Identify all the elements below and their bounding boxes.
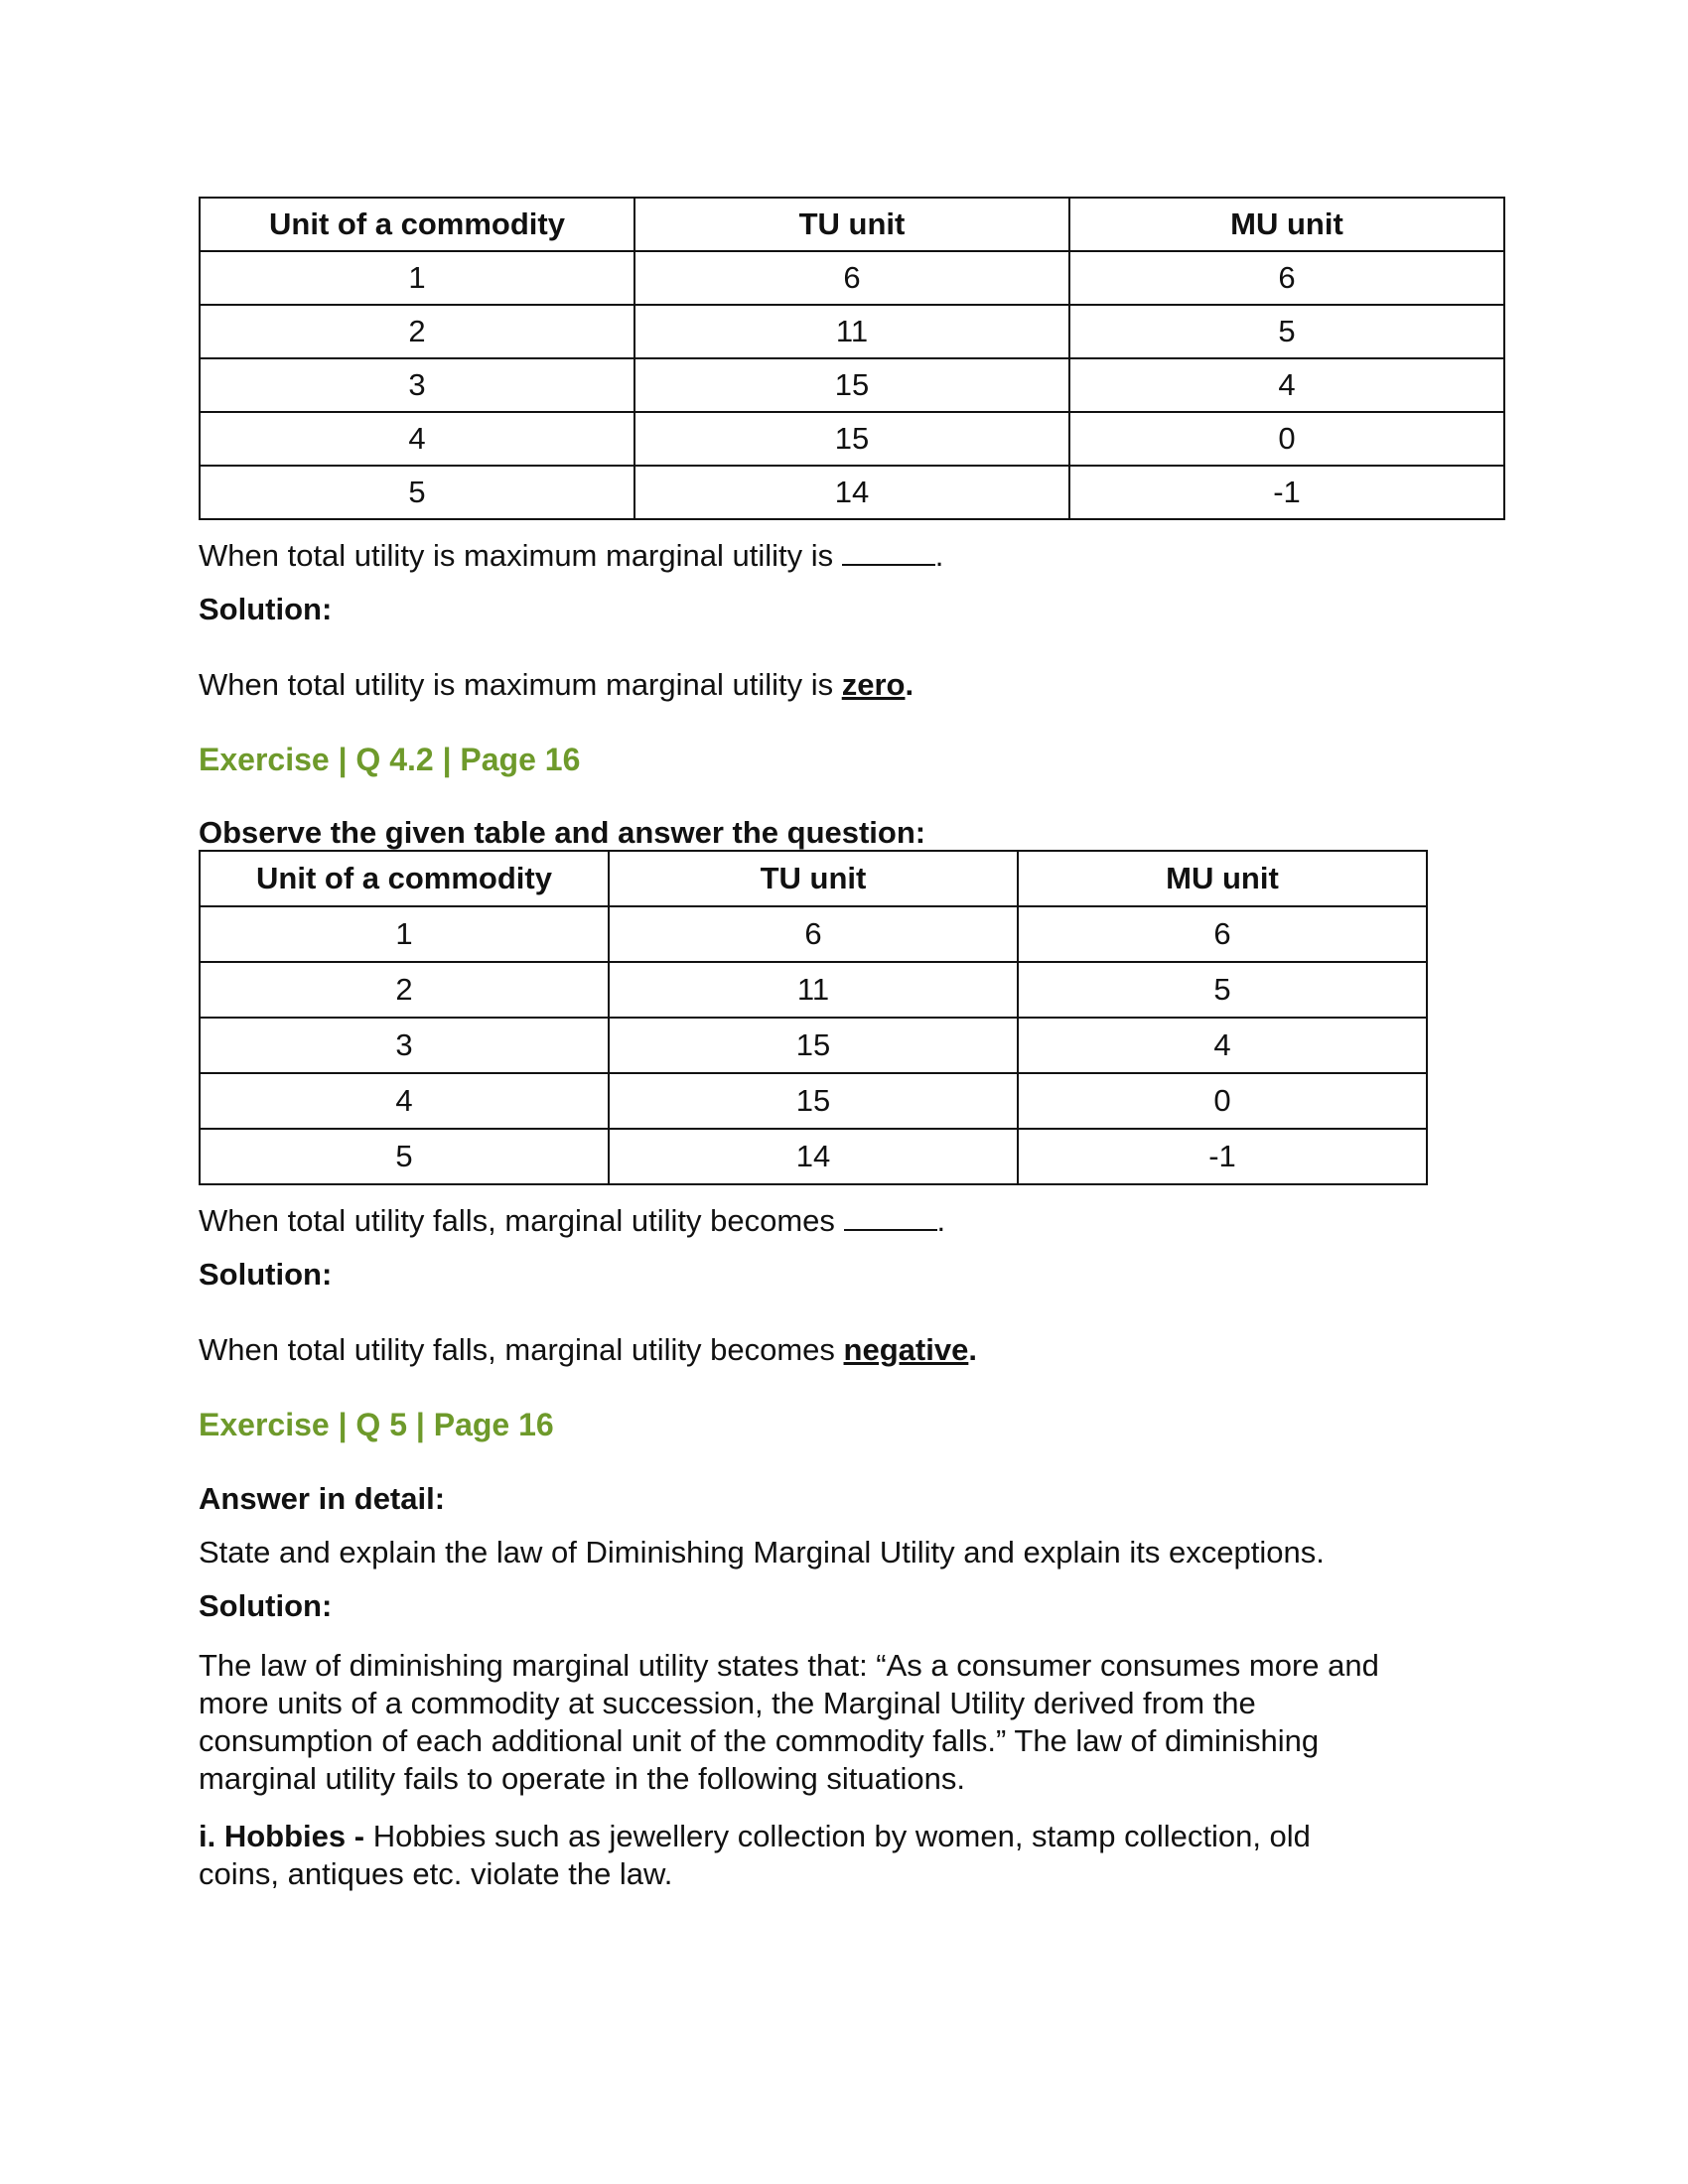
solution-label: Solution: xyxy=(199,1257,333,1292)
table-cell: 4 xyxy=(1069,358,1504,412)
table-header-cell: MU unit xyxy=(1018,851,1427,906)
table-cell: 4 xyxy=(1018,1018,1427,1073)
exercise-heading-q5[interactable]: Exercise | Q 5 | Page 16 xyxy=(199,1407,554,1442)
solution-paragraph xyxy=(199,1647,1509,1798)
table-header-cell: Unit of a commodity xyxy=(200,198,634,251)
table-cell: 15 xyxy=(634,358,1069,412)
utility-table-1 xyxy=(199,197,1505,520)
table-header-cell: TU unit xyxy=(609,851,1018,906)
table-cell: 5 xyxy=(1018,962,1427,1018)
point-text: Hobbies such as jewellery collection by women, stamp collection, old xyxy=(364,1819,1311,1853)
table-cell: 5 xyxy=(200,1129,609,1184)
table-row xyxy=(200,962,1427,1018)
question-q42 xyxy=(199,1201,1509,1240)
table-cell: 3 xyxy=(200,358,634,412)
answer-in-detail-label: Answer in detail: xyxy=(199,1481,446,1516)
table-cell: 3 xyxy=(200,1018,609,1073)
utility-table-2 xyxy=(199,850,1428,1185)
table-header-row xyxy=(200,851,1427,906)
table-row xyxy=(200,1073,1427,1129)
solution-label: Solution: xyxy=(199,1588,333,1623)
table-cell: 15 xyxy=(609,1073,1018,1129)
fill-blank xyxy=(842,536,935,566)
table-row xyxy=(200,358,1504,412)
paragraph-line: more units of a commodity at succession, the Marginal Utility derived from the xyxy=(199,1686,1256,1720)
exercise-heading-q42[interactable]: Exercise | Q 4.2 | Page 16 xyxy=(199,742,581,777)
table-cell: 0 xyxy=(1018,1073,1427,1129)
table-cell: 11 xyxy=(634,305,1069,358)
table-cell: 6 xyxy=(634,251,1069,305)
table-header-cell: TU unit xyxy=(634,198,1069,251)
answer-end: . xyxy=(968,1332,977,1367)
table-cell: 5 xyxy=(1069,305,1504,358)
table-row xyxy=(200,412,1504,466)
table-cell: 6 xyxy=(1018,906,1427,962)
table-cell: 14 xyxy=(634,466,1069,519)
table-cell: -1 xyxy=(1069,466,1504,519)
paragraph-line: The law of diminishing marginal utility states that: “As a consumer consumes more and xyxy=(199,1648,1379,1683)
table-cell: 0 xyxy=(1069,412,1504,466)
table-cell: 6 xyxy=(609,906,1018,962)
table-cell: 1 xyxy=(200,251,634,305)
table-header-cell: MU unit xyxy=(1069,198,1504,251)
solution-label: Solution: xyxy=(199,592,333,626)
paragraph-line: marginal utility fails to operate in the following situations. xyxy=(199,1761,965,1796)
table-row xyxy=(200,1129,1427,1184)
point-label: i. Hobbies - xyxy=(199,1819,365,1853)
table-row xyxy=(200,305,1504,358)
table-row xyxy=(200,906,1427,962)
paragraph-line xyxy=(199,1818,1509,1855)
answer-q42 xyxy=(199,1331,1509,1369)
table-cell: 15 xyxy=(634,412,1069,466)
question-text: When total utility is maximum marginal utility is xyxy=(199,538,834,573)
table-instruction: Observe the given table and answer the question: xyxy=(199,815,926,850)
table-row xyxy=(200,251,1504,305)
answer-end: . xyxy=(905,667,914,702)
table-header-cell: Unit of a commodity xyxy=(200,851,609,906)
table-row xyxy=(200,1018,1427,1073)
question-text: When total utility falls, marginal utility becomes xyxy=(199,1203,835,1238)
question-q5: State and explain the law of Diminishing Marginal Utility and explain its exceptions. xyxy=(199,1535,1325,1570)
table-cell: 2 xyxy=(200,305,634,358)
table-header-row xyxy=(200,198,1504,251)
table-cell: 4 xyxy=(200,412,634,466)
question-end: . xyxy=(936,1203,946,1238)
exception-point-hobbies xyxy=(199,1818,1509,1893)
table-cell: 11 xyxy=(609,962,1018,1018)
fill-blank xyxy=(844,1201,937,1231)
table-cell: 1 xyxy=(200,906,609,962)
answer-word: zero xyxy=(841,667,906,702)
table-cell: 4 xyxy=(200,1073,609,1129)
table-row xyxy=(200,466,1504,519)
document-page xyxy=(199,197,1509,1893)
paragraph-line: coins, antiques etc. violate the law. xyxy=(199,1856,673,1891)
table-cell: -1 xyxy=(1018,1129,1427,1184)
paragraph-line: consumption of each additional unit of the commodity falls.” The law of diminishing xyxy=(199,1723,1320,1758)
question-end: . xyxy=(934,538,944,573)
table-cell: 5 xyxy=(200,466,634,519)
answer-word: negative xyxy=(843,1332,969,1367)
table-cell: 14 xyxy=(609,1129,1018,1184)
answer-prefix: When total utility is maximum marginal utility is xyxy=(199,667,842,702)
table-cell: 2 xyxy=(200,962,609,1018)
answer-prefix: When total utility falls, marginal utility becomes xyxy=(199,1332,844,1367)
answer-q41 xyxy=(199,666,1509,704)
question-q41 xyxy=(199,536,1509,575)
table-cell: 6 xyxy=(1069,251,1504,305)
table-cell: 15 xyxy=(609,1018,1018,1073)
